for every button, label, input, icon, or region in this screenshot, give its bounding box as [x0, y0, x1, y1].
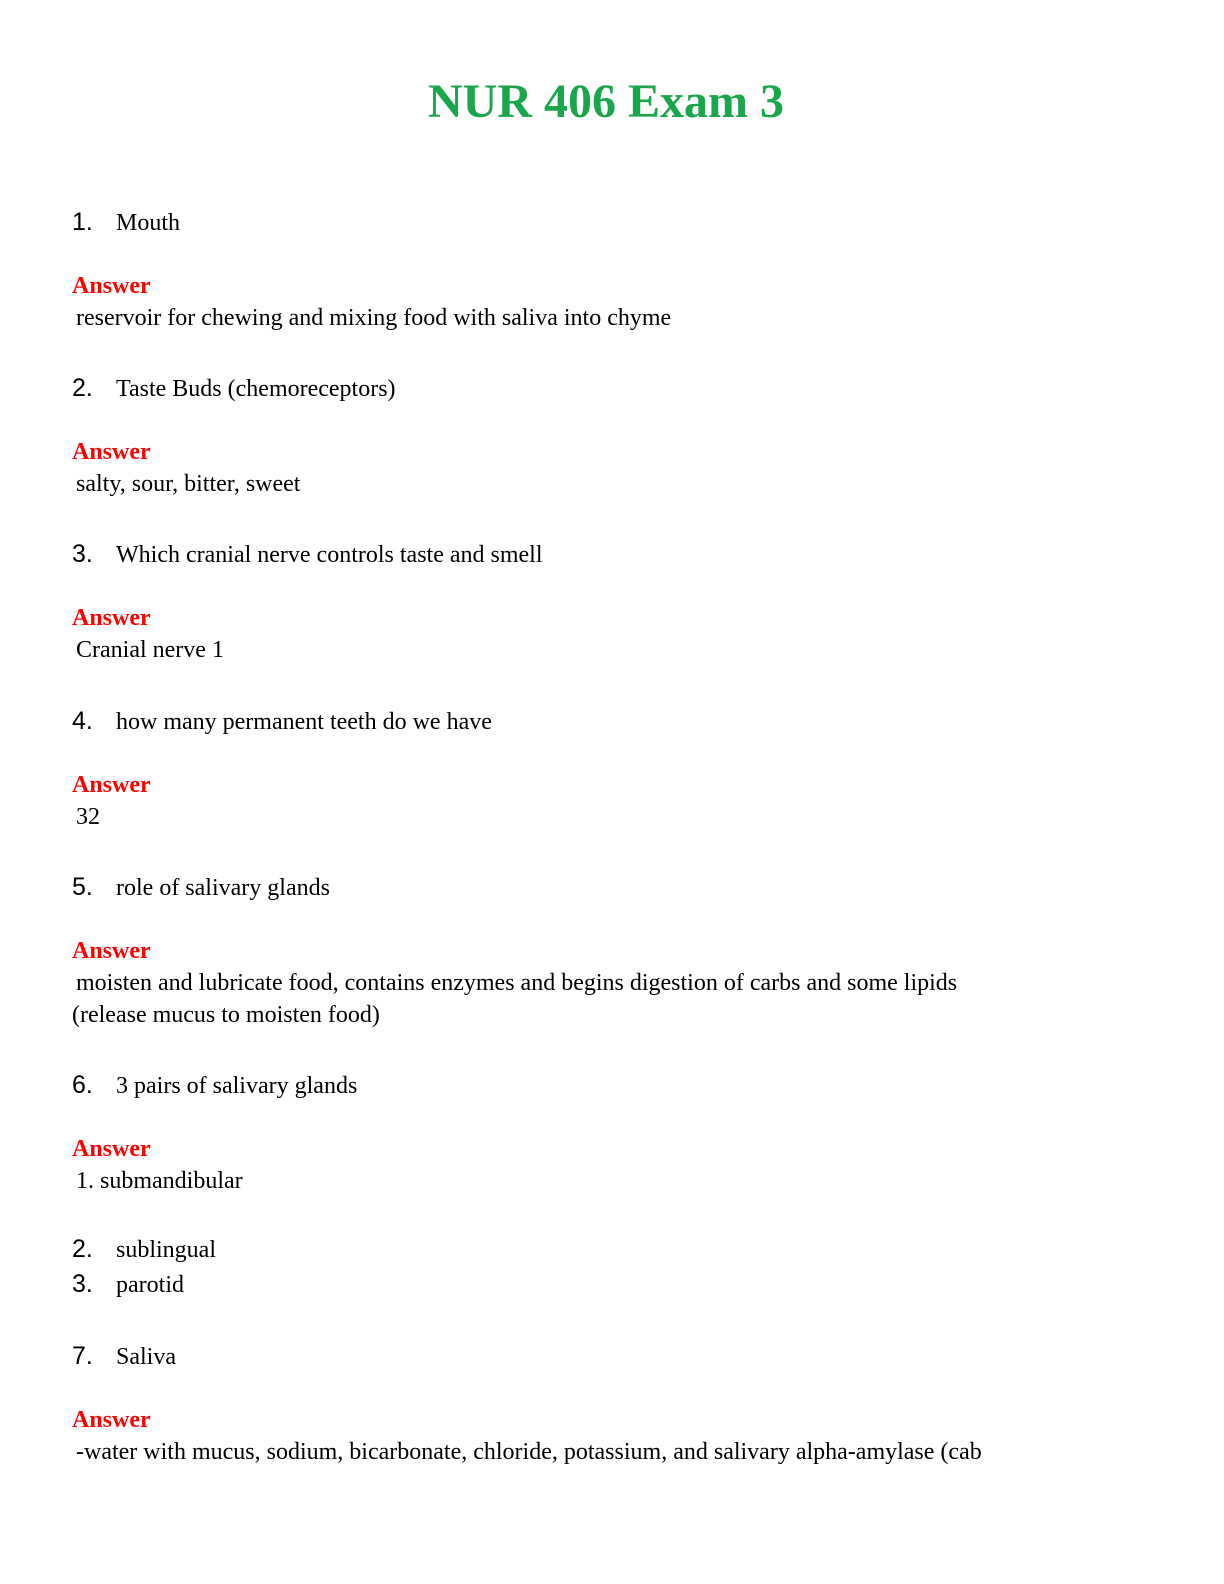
question-5	[72, 871, 330, 904]
question-7	[72, 1340, 176, 1373]
sub-item-number: 3.	[72, 1270, 93, 1298]
answer-text: -water with mucus, sodium, bicarbonate, chloride, potassium, and salivary alpha-amylase (cab	[76, 1439, 982, 1465]
question-number: 2.	[72, 374, 93, 402]
question-text: Which cranial nerve controls taste and smell	[116, 542, 543, 568]
question-text: Mouth	[116, 210, 181, 236]
answer-text-line-2: (release mucus to moisten food)	[72, 1002, 380, 1028]
answer-text: 1. submandibular	[76, 1168, 243, 1194]
question-number: 4.	[72, 707, 93, 735]
sub-item-2	[72, 1233, 216, 1266]
question-1	[72, 206, 180, 239]
question-text: Saliva	[116, 1344, 176, 1370]
answer-label: Answer	[72, 1136, 151, 1162]
document-title: NUR 406 Exam 3	[428, 75, 784, 128]
question-3	[72, 538, 543, 571]
question-4	[72, 705, 492, 738]
answer-label: Answer	[72, 938, 151, 964]
question-text: Taste Buds (chemoreceptors)	[116, 376, 396, 402]
question-2	[72, 372, 396, 405]
sub-item-number: 2.	[72, 1235, 93, 1263]
question-6	[72, 1069, 357, 1102]
question-text: 3 pairs of salivary glands	[116, 1073, 358, 1099]
answer-text: Cranial nerve 1	[76, 637, 224, 663]
sub-item-text: sublingual	[116, 1237, 216, 1263]
question-text: how many permanent teeth do we have	[116, 709, 492, 735]
question-number: 7.	[72, 1342, 93, 1370]
answer-text: 32	[76, 804, 100, 830]
sub-item-text: parotid	[116, 1272, 184, 1298]
sub-item-3	[72, 1268, 184, 1301]
question-number: 5.	[72, 873, 93, 901]
question-number: 3.	[72, 540, 93, 568]
answer-label: Answer	[72, 605, 151, 631]
question-number: 6.	[72, 1071, 93, 1099]
question-text: role of salivary glands	[116, 875, 330, 901]
question-number: 1.	[72, 208, 93, 236]
answer-text: reservoir for chewing and mixing food with saliva into chyme	[76, 305, 672, 331]
answer-label: Answer	[72, 772, 151, 798]
answer-text-line-1: moisten and lubricate food, contains enzymes and begins digestion of carbs and some lipids	[76, 970, 958, 996]
answer-label: Answer	[72, 1407, 151, 1433]
answer-label: Answer	[72, 273, 151, 299]
answer-label: Answer	[72, 439, 151, 465]
answer-text: salty, sour, bitter, sweet	[76, 471, 301, 497]
